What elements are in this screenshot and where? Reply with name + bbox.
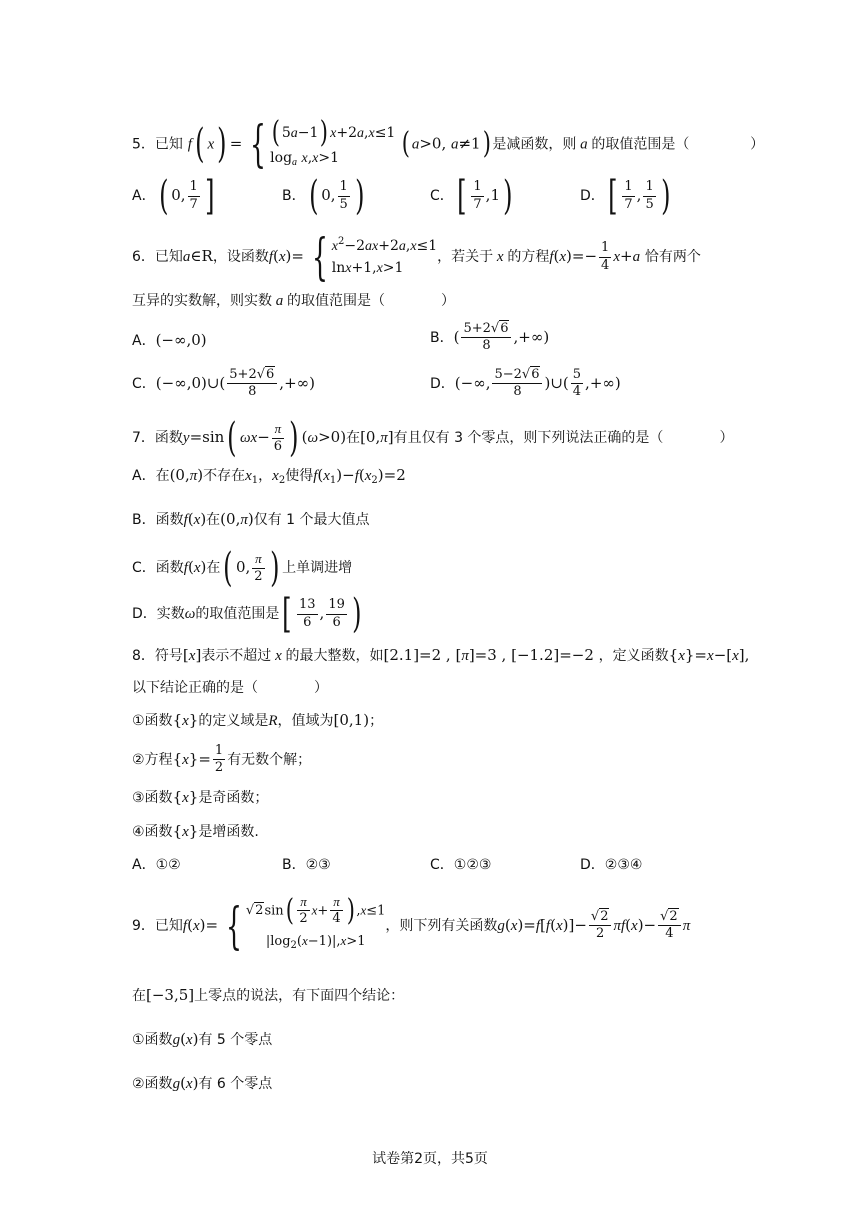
question-8-line2: 以下结论正确的是（ ） (132, 680, 328, 696)
q8-statement-3: ③函数{x}是奇函数； (132, 788, 269, 806)
q6-option-b: B．( $\frac{5+2√6}{8}$ ,+∞) (430, 321, 550, 354)
q7-option-d: D．实数ω的取值范围是[ $\frac{13}{6}$ , $\frac{19}{6}$ ) (132, 591, 362, 637)
q5-close: ） (750, 136, 765, 153)
q8-statement-2: ②方程{x}= $\frac{1}{2}$ 有无数个解； (132, 743, 312, 776)
page-footer: 试卷第2页，共5页 (372, 1151, 488, 1167)
question-6: 6．已知a∈R，设函数f(x)= { $x^2-2ax+2a,x\le 1$ lnx+1,x>1 ，若关于 x 的方程f(x)=− $\frac{1}{4}$ x+a 恰有两个 (132, 228, 701, 286)
q7-option-c: C．函数f(x)在( 0, $\frac{\pi}{2}$ ) 上单调进增 (132, 545, 353, 591)
q8-option-b: B．②③ (282, 857, 331, 873)
question-8: 8．符号[x]表示不超过 x 的最大整数，如[2.1]=2 , [π]=3 , [−1.2]=−2 ，定义函数{x}=x−[x], (132, 646, 750, 664)
question-9-line2: 在[−3,5]上零点的说法，有下面四个结论： (132, 986, 405, 1004)
question-7: 7．函数y=sin( ωx− $\frac{\pi}{6}$ ) (ω>0)在[0,π]有且仅有 3 个零点，则下列说法正确的是（ ） (132, 415, 734, 461)
q8-option-d: D．②③④ (580, 857, 643, 873)
q6-option-c: C．(−∞,0)∪( $\frac{5+2√6}{8}$ ,+∞) (132, 367, 315, 400)
q7-option-b: B．函数f(x)在(0,π)仅有 1 个最大值点 (132, 510, 370, 528)
q7-option-a: A．在(0,π)不存在$x_1$，$x_2$使得$f(x_1)-f(x_2)=2$ (132, 466, 406, 486)
q5-number: 5．已知 (132, 136, 183, 153)
q8-statement-1: ①函数{x}的定义域是R，值域为[0,1)； (132, 711, 384, 729)
question-5: 5．已知 f( x) = { ( 5a−1) x+2a,x≤1 $\log_a x,x>1$ ( a>0, a≠1) 是减函数，则 a 的取值范围是（ ） (132, 115, 765, 174)
q5-option-a: A．( 0, $\frac{1}{7}$ ] (132, 173, 215, 219)
q6-option-a: A．(−∞,0) (132, 331, 207, 349)
q5-option-d: D．[ $\frac{1}{7}$ , $\frac{1}{5}$ ) (580, 173, 671, 219)
q9-statement-1: ①函数g(x)有 5 个零点 (132, 1030, 273, 1048)
question-6-line2: 互异的实数解，则实数 a 的取值范围是（ ） (132, 293, 455, 309)
q8-statement-4: ④函数{x}是增函数. (132, 822, 259, 840)
q5-text-end: 的取值范围是（ (591, 136, 690, 153)
q5-option-b: B．( 0, $\frac{1}{5}$ ) (282, 173, 365, 219)
q8-option-c: C．①②③ (430, 857, 492, 873)
q5-text-mid: 是减函数，则 (492, 136, 577, 153)
q6-option-d: D．(−∞, $\frac{5-2√6}{8}$ )∪( $\frac{5}{4}$ ,+∞) (430, 367, 621, 400)
question-9: 9．已知f(x)= { √2sin( $\frac{\pi}{2}$ x+ $\frac{\pi}{4}$ ) ,x≤1 $|\log_2(x-1)|,x>1$ ，则下列有关函数g(x)=f[f(x)]− $\frac{√2}{2}$ πf(x)− $\frac{√2}{4}$ π (132, 892, 691, 955)
q9-statement-2: ②函数g(x)有 6 个零点 (132, 1074, 273, 1092)
q5-option-c: C．[ $\frac{1}{7}$ ,1) (430, 173, 513, 219)
q8-option-a: A．①② (132, 857, 181, 873)
